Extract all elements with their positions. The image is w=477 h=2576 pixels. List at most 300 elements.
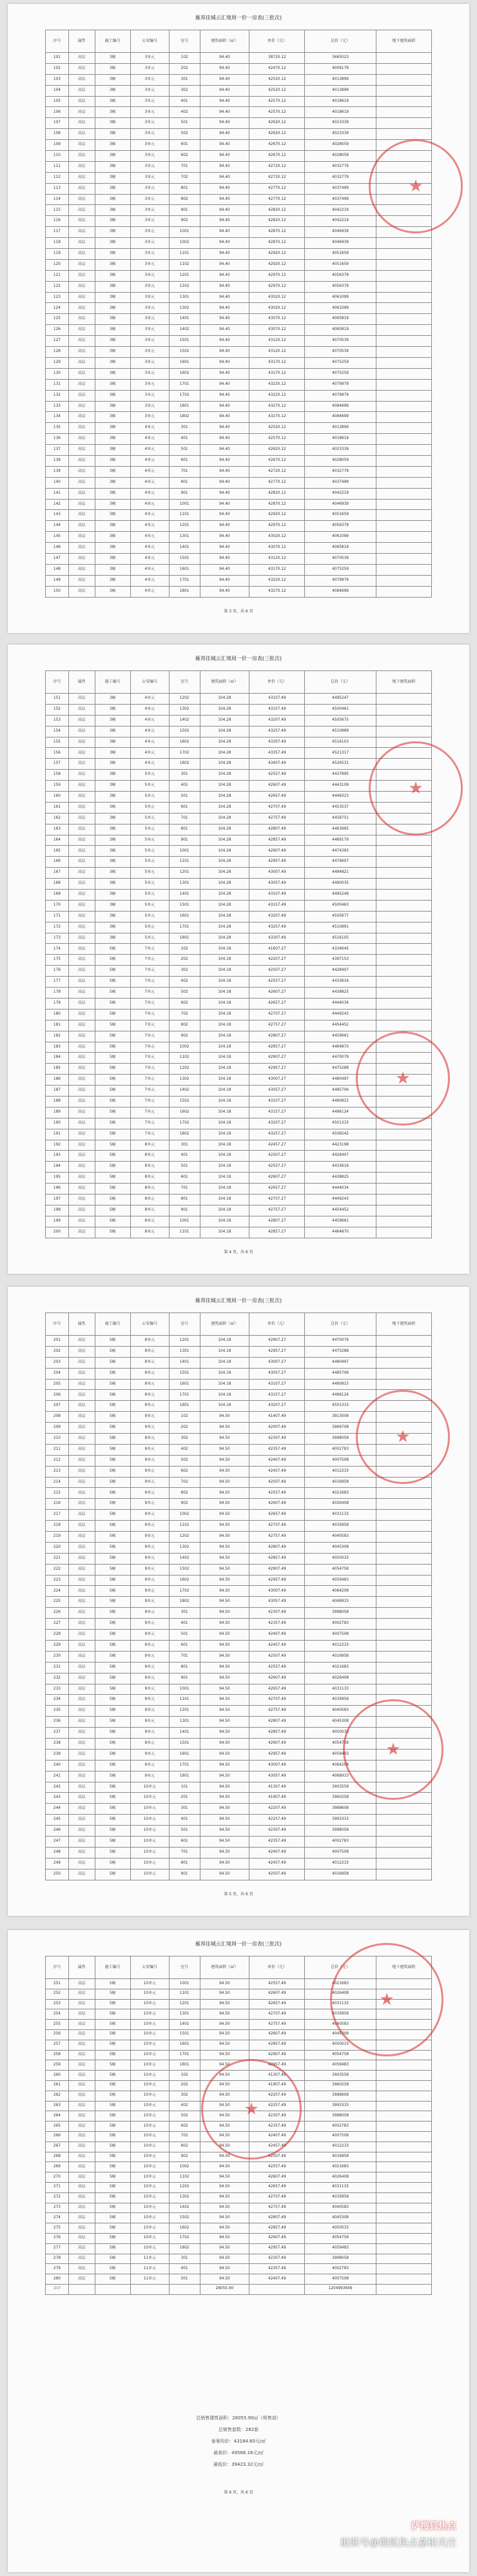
table-cell: 4484821 — [305, 868, 376, 879]
table-cell: 43107.49 — [249, 694, 305, 705]
table-cell: 158 — [46, 770, 69, 781]
table-cell: 高层 — [68, 1390, 95, 1401]
table-cell: 4037499 — [305, 194, 376, 205]
table-cell: 1302 — [169, 2192, 200, 2203]
table-cell: 5幢 — [95, 1695, 130, 1706]
table-cell: 5幢 — [95, 998, 130, 1009]
table-cell: 104.28 — [200, 792, 249, 803]
table-cell: 138 — [46, 455, 69, 466]
table-cell: 1602 — [169, 368, 200, 379]
table-cell: 4018619 — [305, 96, 376, 107]
table-cell: 10单元 — [130, 2182, 169, 2192]
table-cell: 5单元 — [130, 813, 169, 824]
table-cell: 高层 — [68, 966, 95, 977]
table-cell: 4490035 — [305, 879, 376, 890]
table-cell: 4448323 — [305, 792, 376, 803]
table-cell: 高层 — [68, 1510, 95, 1521]
table-cell: 4054758 — [305, 2050, 376, 2060]
table-cell: 94.50 — [200, 2254, 249, 2264]
table-cell: 9单元 — [130, 1423, 169, 1434]
table-cell: 42707.49 — [249, 2192, 305, 2203]
table-cell: 高层 — [68, 2274, 95, 2285]
table-cell: 42720.12 — [249, 161, 305, 172]
table-cell: 8单元 — [130, 1227, 169, 1238]
table-cell: 4485706 — [305, 1086, 376, 1097]
column-header: 地下建筑面积 — [376, 1956, 431, 1979]
table-cell: 5幢 — [95, 1651, 130, 1662]
table-cell: 501 — [169, 1630, 200, 1641]
table-cell: 1802 — [169, 1129, 200, 1140]
table-cell — [376, 107, 431, 118]
table-cell: 高层 — [68, 118, 95, 129]
table-cell: 41907.49 — [249, 2080, 305, 2091]
table-cell: 7单元 — [130, 1020, 169, 1031]
table-cell: 高层 — [68, 1042, 95, 1053]
table-row — [46, 1499, 432, 1510]
table-cell — [376, 715, 431, 726]
table-cell: 3幢 — [95, 553, 130, 564]
table-cell: 高层 — [68, 1608, 95, 1619]
table-cell: 114 — [46, 194, 69, 205]
table-cell: 94.40 — [200, 412, 249, 423]
table-row — [46, 270, 432, 281]
table-cell: 高层 — [68, 1412, 95, 1423]
table-cell: 148 — [46, 564, 69, 575]
table-cell: 1702 — [169, 390, 200, 401]
table-cell: 4453537 — [305, 802, 376, 813]
table-cell: 94.50 — [200, 1412, 249, 1423]
table-cell: 1801 — [169, 401, 200, 412]
table-cell: 10单元 — [130, 1793, 169, 1804]
table-cell: 1501 — [169, 1738, 200, 1749]
table-row — [46, 575, 432, 586]
table-cell — [376, 379, 431, 390]
table-cell: 4002783 — [305, 2122, 376, 2132]
table-cell: 94.50 — [200, 1532, 249, 1543]
table-cell: 5幢 — [95, 1510, 130, 1521]
table-cell: 1702 — [169, 748, 200, 759]
table-cell: 5幢 — [95, 2152, 130, 2162]
table-cell: 11单元 — [130, 2254, 169, 2264]
table-row — [46, 1651, 432, 1662]
table-cell: 42507.49 — [249, 1477, 305, 1488]
table-cell: 5幢 — [95, 2203, 130, 2213]
table-cell: 5单元 — [130, 911, 169, 922]
table-cell: 9单元 — [130, 1586, 169, 1597]
table-cell: 244 — [46, 1804, 69, 1815]
table-cell: 901 — [169, 488, 200, 499]
table-cell — [376, 1532, 431, 1543]
table-cell: 3单元 — [130, 270, 169, 281]
table-cell: 127 — [46, 336, 69, 347]
table-row — [46, 238, 432, 249]
table-cell: 42707.49 — [249, 1521, 305, 1532]
table-row — [46, 2223, 432, 2234]
table-cell: 1201 — [169, 1336, 200, 1347]
table-cell: 102 — [169, 1412, 200, 1423]
table-cell: 104.28 — [200, 933, 249, 944]
table-cell: 42807.27 — [249, 1216, 305, 1227]
table-cell: 4012233 — [305, 1640, 376, 1651]
table-cell: 高层 — [68, 368, 95, 379]
table-cell: 3幢 — [95, 879, 130, 890]
table-cell: 5幢 — [95, 1738, 130, 1749]
table-cell: 9单元 — [130, 1738, 169, 1749]
table-cell — [376, 2060, 431, 2071]
table-cell: 7单元 — [130, 988, 169, 999]
table-cell: 5幢 — [95, 2274, 130, 2285]
table-cell — [376, 2233, 431, 2243]
table-row — [46, 1184, 432, 1195]
table-cell: 高层 — [68, 1096, 95, 1107]
table-row — [46, 510, 432, 521]
table-cell: 高层 — [68, 1346, 95, 1357]
table-cell: 701 — [169, 1847, 200, 1858]
table-cell: 4032779 — [305, 161, 376, 172]
table-cell: 301 — [169, 423, 200, 434]
table-cell: 3单元 — [130, 368, 169, 379]
table-cell: 94.50 — [200, 1553, 249, 1564]
table-cell: 94.50 — [200, 1826, 249, 1837]
table-cell: 242 — [46, 1782, 69, 1793]
column-header: 属性 — [68, 1956, 95, 1979]
table-cell: 8单元 — [130, 1336, 169, 1347]
table-cell — [376, 1336, 431, 1347]
table-cell: 5幢 — [95, 1020, 130, 1031]
table-cell: 4045308 — [305, 1717, 376, 1728]
table-cell: 3988608 — [305, 1804, 376, 1815]
table-cell: 43057.49 — [249, 1597, 305, 1608]
table-cell: 3幢 — [95, 140, 130, 151]
table-cell: 5幢 — [95, 2071, 130, 2081]
table-cell: 高层 — [68, 944, 95, 955]
table-cell: 104.18 — [200, 1173, 249, 1184]
table-cell: 高层 — [68, 1162, 95, 1173]
table-row — [46, 434, 432, 445]
table-cell — [376, 1368, 431, 1379]
table-row — [46, 216, 432, 227]
table-cell: 236 — [46, 1717, 69, 1728]
table-cell — [376, 2101, 431, 2111]
table-cell: 10单元 — [130, 2213, 169, 2223]
table-cell: 42957.49 — [249, 857, 305, 868]
table-cell: 94.50 — [200, 2274, 249, 2285]
table-cell — [376, 2071, 431, 2081]
table-cell: 94.50 — [200, 2071, 249, 2081]
table-header-row — [46, 1313, 432, 1336]
table-cell: 94.40 — [200, 238, 249, 249]
table-cell: 4501333 — [305, 1401, 376, 1412]
table-cell: 4526531 — [305, 759, 376, 770]
table-cell: 4032779 — [305, 466, 376, 477]
table-cell: 3幢 — [95, 107, 130, 118]
table-cell: 5单元 — [130, 770, 169, 781]
table-cell: 104.28 — [200, 813, 249, 824]
table-cell: 117 — [46, 227, 69, 238]
table-cell: 1101 — [169, 510, 200, 521]
table-cell: 42807.49 — [249, 2213, 305, 2223]
table-cell: 3单元 — [130, 390, 169, 401]
table-cell: 高层 — [68, 900, 95, 911]
table-cell: 104.18 — [200, 1336, 249, 1347]
table-cell: 3单元 — [130, 118, 169, 129]
table-cell: 42407.49 — [249, 1630, 305, 1641]
table-cell: 401 — [169, 434, 200, 445]
table-cell: 232 — [46, 1673, 69, 1684]
table-cell: 1001 — [169, 1979, 200, 1989]
table-row — [46, 1357, 432, 1368]
table-cell — [376, 1640, 431, 1651]
table-cell: 43157.27 — [249, 1107, 305, 1118]
table-cell: 高层 — [68, 1129, 95, 1140]
table-row — [46, 1575, 432, 1586]
table-cell — [376, 53, 431, 64]
table-cell: 43057.49 — [249, 879, 305, 890]
table-cell: 125 — [46, 314, 69, 325]
table-cell: 10单元 — [130, 2111, 169, 2122]
table-cell: 5幢 — [95, 1379, 130, 1390]
table-cell: 137 — [46, 445, 69, 456]
table-cell: 94.50 — [200, 2172, 249, 2183]
table-cell: 4470079 — [305, 1053, 376, 1064]
table-row — [46, 2162, 432, 2172]
table-row — [46, 1858, 432, 1869]
table-cell: 5幢 — [95, 1673, 130, 1684]
table-cell: 5幢 — [95, 1216, 130, 1227]
table-cell: 94.40 — [200, 118, 249, 129]
table-cell: 43257.49 — [249, 726, 305, 737]
table-row — [46, 390, 432, 401]
table-cell: 高层 — [68, 2264, 95, 2274]
table-row — [46, 857, 432, 868]
table-cell: 42570.12 — [249, 434, 305, 445]
table-cell — [376, 270, 431, 281]
table-cell: 9单元 — [130, 1695, 169, 1706]
table-cell: 42770.12 — [249, 477, 305, 488]
table-cell — [376, 879, 431, 890]
table-cell: 1501 — [169, 2029, 200, 2040]
column-header: 室号 — [169, 30, 200, 53]
table-cell: 5幢 — [95, 1999, 130, 2009]
table-cell: 141 — [46, 488, 69, 499]
table-cell: 119 — [46, 249, 69, 260]
table-cell: 3单元 — [130, 53, 169, 64]
table-row — [46, 1129, 432, 1140]
table-cell: 4031133 — [305, 1999, 376, 2009]
table-cell: 5幢 — [95, 1782, 130, 1793]
table-cell: 192 — [46, 1140, 69, 1151]
table-cell: 5幢 — [95, 1401, 130, 1412]
table-cell — [376, 390, 431, 401]
table-cell: 94.40 — [200, 292, 249, 303]
table-cell: 4051659 — [305, 510, 376, 521]
table-cell — [376, 314, 431, 325]
table-cell: 104.18 — [200, 1096, 249, 1107]
table-cell: 3幢 — [95, 423, 130, 434]
table-cell: 701 — [169, 1651, 200, 1662]
table-cell: 5幢 — [95, 2020, 130, 2030]
table-cell: 5单元 — [130, 824, 169, 835]
table-cell — [376, 2131, 431, 2142]
table-cell: 94.50 — [200, 1423, 249, 1434]
column-header: 公安编号 — [130, 30, 169, 53]
table-cell: 42820.12 — [249, 488, 305, 499]
table-cell: 222 — [46, 1564, 69, 1575]
table-cell: 1101 — [169, 1989, 200, 1999]
table-cell: 179 — [46, 998, 69, 1009]
table-cell: 42557.49 — [249, 1488, 305, 1499]
table-cell: 5单元 — [130, 868, 169, 879]
table-cell: 104.28 — [200, 835, 249, 846]
table-cell: 5幢 — [95, 1390, 130, 1401]
table-cell — [376, 510, 431, 521]
table-cell: 104.18 — [200, 1118, 249, 1129]
table-cell: 43157.27 — [249, 1390, 305, 1401]
table-cell: 高层 — [68, 770, 95, 781]
table-cell: 42207.49 — [249, 2091, 305, 2101]
table-row — [46, 347, 432, 358]
table-cell: 901 — [169, 1869, 200, 1880]
table-cell: 94.50 — [200, 1455, 249, 1466]
table-cell: 1501 — [169, 336, 200, 347]
table-cell: 42770.12 — [249, 183, 305, 194]
table-row — [46, 813, 432, 824]
table-cell: 3幢 — [95, 575, 130, 586]
table-cell: 94.50 — [200, 1728, 249, 1739]
table-cell: 280 — [46, 2274, 69, 2285]
table-cell: 9单元 — [130, 1640, 169, 1651]
table-cell: 1601 — [169, 2040, 200, 2050]
table-cell: 241 — [46, 1771, 69, 1782]
table-cell: 5幢 — [95, 1086, 130, 1097]
table-cell — [376, 1858, 431, 1869]
table-cell: 高层 — [68, 1815, 95, 1826]
table-cell: 高层 — [68, 107, 95, 118]
table-cell: 4490915 — [305, 1096, 376, 1107]
table-cell: 104.18 — [200, 1042, 249, 1053]
table-cell: 3幢 — [95, 737, 130, 748]
table-cell: 94.40 — [200, 347, 249, 358]
table-cell: 高层 — [68, 1118, 95, 1129]
table-cell: 104.28 — [200, 868, 249, 879]
table-cell: 105 — [46, 96, 69, 107]
table-cell: 4433616 — [305, 1162, 376, 1173]
table-cell: 1601 — [169, 1749, 200, 1760]
table-cell: 42457.49 — [249, 2142, 305, 2152]
table-cell: 9单元 — [130, 1651, 169, 1662]
table-cell: 10单元 — [130, 1826, 169, 1837]
table-cell: 272 — [46, 2192, 69, 2203]
table-cell: 10单元 — [130, 2050, 169, 2060]
table-cell: 42607.49 — [249, 1673, 305, 1684]
table-cell: 9单元 — [130, 1564, 169, 1575]
table-cell: 7单元 — [130, 1075, 169, 1086]
table-cell: 3幢 — [95, 911, 130, 922]
table-cell: 251 — [46, 1979, 69, 1989]
table-cell: 3幢 — [95, 466, 130, 477]
table-cell: 4475288 — [305, 1064, 376, 1075]
table-cell: 301 — [169, 1804, 200, 1815]
table-cell: 201 — [46, 1336, 69, 1347]
table-cell: 高层 — [68, 161, 95, 172]
table-cell: 3单元 — [130, 412, 169, 423]
table-cell: 42707.49 — [249, 1695, 305, 1706]
table-cell: 42907.49 — [249, 2233, 305, 2243]
table-cell: 高层 — [68, 1205, 95, 1216]
table-cell: 高层 — [68, 1979, 95, 1989]
table-cell: 104.28 — [200, 726, 249, 737]
table-cell: 3单元 — [130, 227, 169, 238]
table-cell: 180 — [46, 1009, 69, 1020]
table-cell: 41307.49 — [249, 1782, 305, 1793]
table-cell: 901 — [169, 1205, 200, 1216]
table-cell: 42507.49 — [249, 2152, 305, 2162]
table-cell: 3幢 — [95, 249, 130, 260]
table-cell: 143 — [46, 510, 69, 521]
table-cell: 3幢 — [95, 759, 130, 770]
table-cell: 135 — [46, 423, 69, 434]
table-cell: 3幢 — [95, 586, 130, 597]
table-cell: 42620.12 — [249, 445, 305, 456]
table-cell: 3幢 — [95, 227, 130, 238]
table-cell: 10单元 — [130, 2071, 169, 2081]
table-cell: 4433616 — [305, 977, 376, 988]
table-cell: 高层 — [68, 1662, 95, 1673]
table-cell: 3幢 — [95, 336, 130, 347]
table-cell: 4单元 — [130, 543, 169, 554]
table-cell: 104.28 — [200, 857, 249, 868]
table-cell: 3幢 — [95, 726, 130, 737]
table-cell: 4500463 — [305, 900, 376, 911]
table-cell: 94.40 — [200, 281, 249, 292]
table-cell: 43157.49 — [249, 704, 305, 715]
table-cell: 250 — [46, 1869, 69, 1880]
table-cell: 高层 — [68, 2091, 95, 2101]
table-row — [46, 824, 432, 835]
table-cell: 8单元 — [130, 1184, 169, 1195]
table-cell: 161 — [46, 802, 69, 813]
column-header: 地下建筑面积 — [376, 1313, 431, 1336]
table-cell: 1801 — [169, 2060, 200, 2071]
table-row — [46, 118, 432, 129]
table-cell: 高层 — [68, 183, 95, 194]
total-cell — [249, 2284, 305, 2294]
table-cell: 104.18 — [200, 1075, 249, 1086]
table-cell: 高层 — [68, 1423, 95, 1434]
table-cell: 42657.27 — [249, 998, 305, 1009]
table-cell: 3幢 — [95, 792, 130, 803]
table-cell: 43007.49 — [249, 1760, 305, 1771]
table-cell: 5幢 — [95, 2091, 130, 2101]
table-cell: 5幢 — [95, 1184, 130, 1195]
table-cell: 高层 — [68, 216, 95, 227]
table-cell: 4496124 — [305, 1390, 376, 1401]
table-cell: 4018619 — [305, 107, 376, 118]
table-cell: 104.28 — [200, 900, 249, 911]
table-cell: 9单元 — [130, 1662, 169, 1673]
table-cell: 5幢 — [95, 2264, 130, 2274]
table-cell: 高层 — [68, 1499, 95, 1510]
table-cell: 4023339 — [305, 129, 376, 140]
table-cell: 5幢 — [95, 966, 130, 977]
column-header: 公安编号 — [130, 1956, 169, 1979]
table-cell: 5幢 — [95, 1477, 130, 1488]
table-cell: 高层 — [68, 2111, 95, 2122]
table-cell: 1001 — [169, 227, 200, 238]
total-cell — [169, 2284, 200, 2294]
table-cell: 3幢 — [95, 314, 130, 325]
table-cell: 4490915 — [305, 1379, 376, 1390]
